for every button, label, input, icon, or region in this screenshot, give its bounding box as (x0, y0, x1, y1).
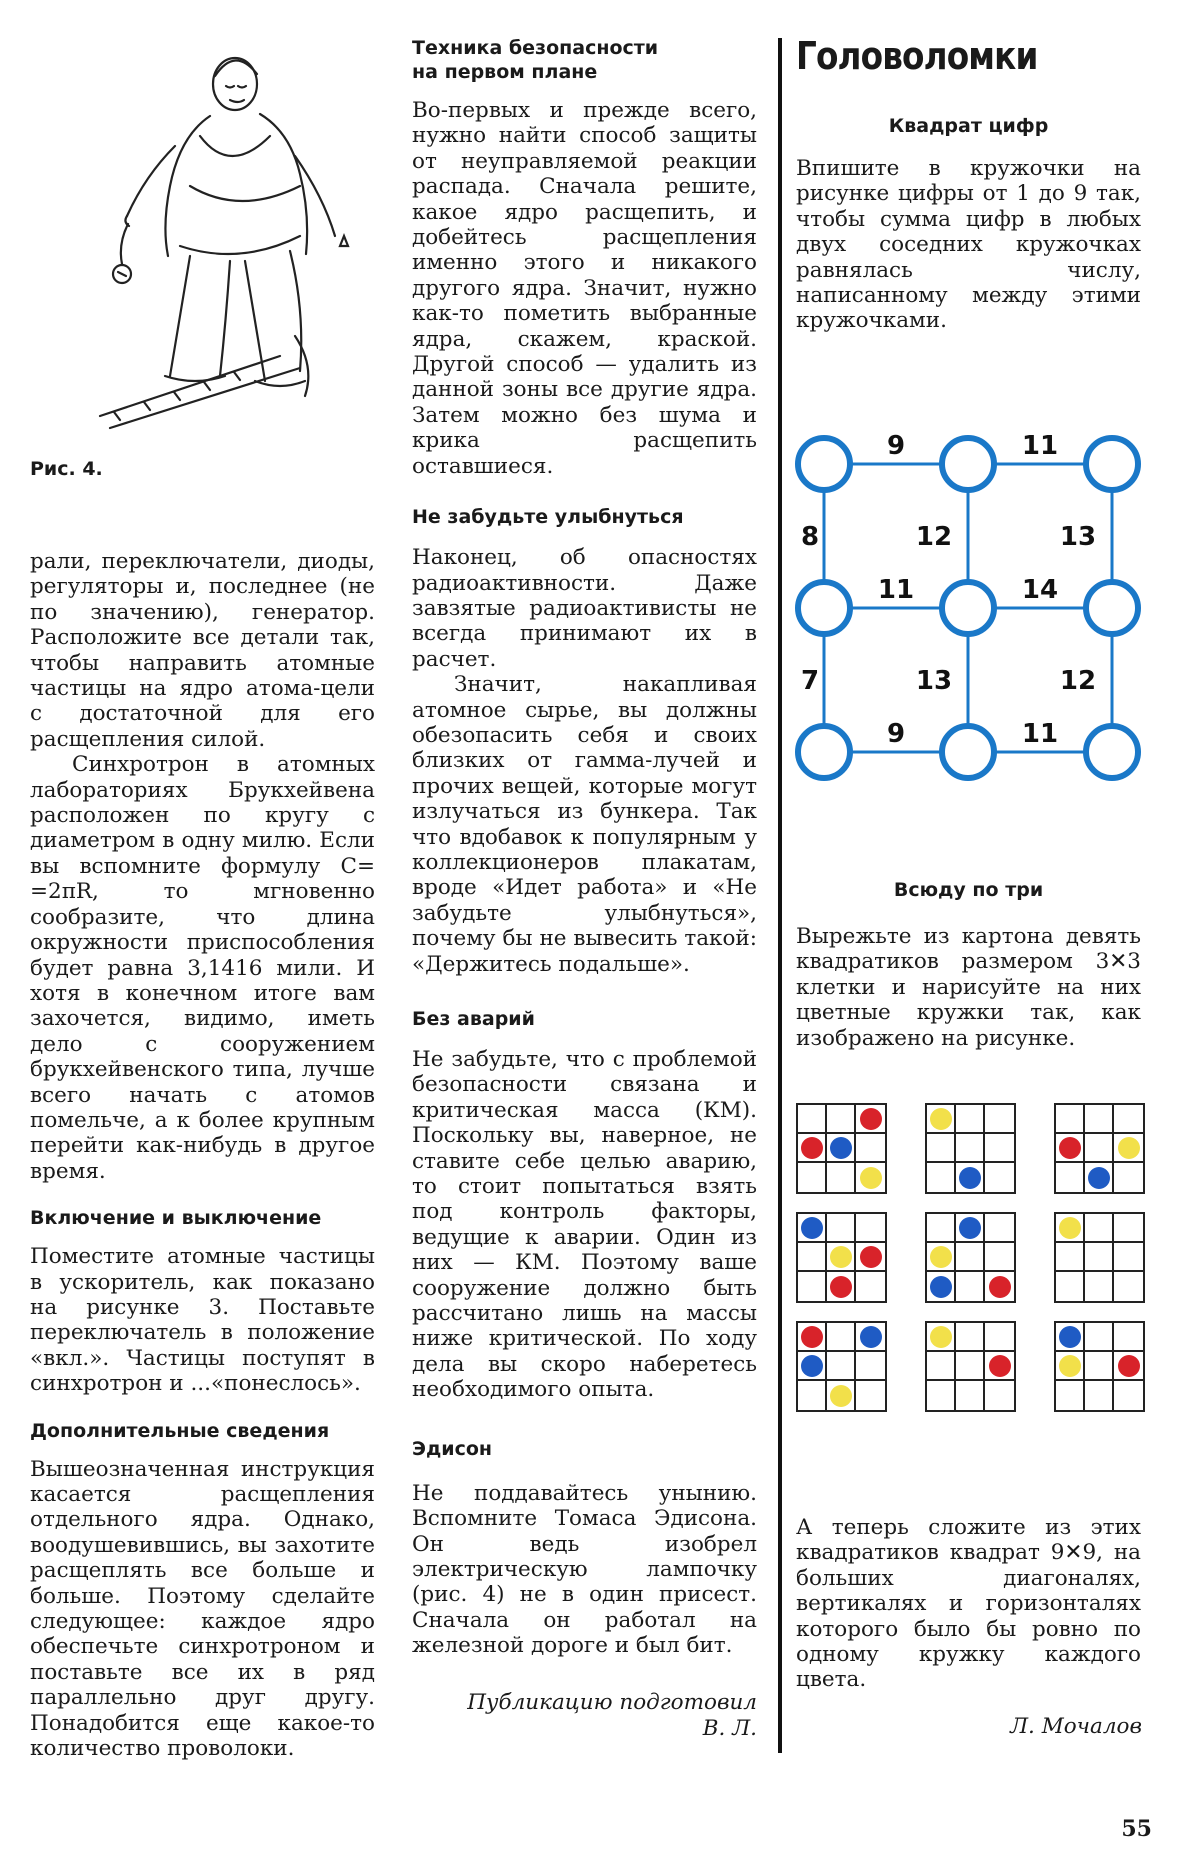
card-dot (830, 1276, 852, 1298)
card-cell (798, 1134, 827, 1163)
card-cell (985, 1214, 1014, 1243)
card-cell (827, 1134, 856, 1163)
card-cell (1085, 1323, 1114, 1352)
puzzle-card (796, 1212, 887, 1303)
section-title: Головоломки (796, 34, 1038, 78)
card-dot (1088, 1167, 1110, 1189)
card-cell (1056, 1272, 1085, 1301)
card-cell (856, 1323, 885, 1352)
card-cell (798, 1272, 827, 1301)
puzzle-card (925, 1321, 1016, 1412)
card-cell (798, 1105, 827, 1134)
card-cell (985, 1105, 1014, 1134)
puzzle-circle (942, 438, 994, 490)
cards-grid (796, 1103, 1141, 1463)
puzzle-col-sum: 12 (915, 522, 953, 552)
puzzle-card (796, 1321, 887, 1412)
card-cell (927, 1214, 956, 1243)
puzzle-card (1054, 1103, 1145, 1194)
heading-three-everywhere: Всюду по три (893, 879, 1044, 901)
heading-digit-square: Квадрат цифр (888, 115, 1049, 137)
card-dot (989, 1276, 1011, 1298)
puzzle-circle (942, 582, 994, 634)
card-cell (927, 1381, 956, 1410)
card-cell (856, 1163, 885, 1192)
puzzle-col-sum: 13 (915, 666, 953, 696)
card-cell (1114, 1243, 1143, 1272)
card-cell (956, 1243, 985, 1272)
card-dot (930, 1276, 952, 1298)
card-cell (827, 1323, 856, 1352)
col3-paragraph-3: А теперь сложите из этих квадратиков квадрат 9✕9, на больших диагоналях, вертикалях и горизонталях которого было бы ровно по одному кружку каждого цвета. (796, 1515, 1141, 1693)
card-cell (1056, 1134, 1085, 1163)
heading-switch: Включение и выключение (30, 1207, 322, 1230)
card-dot (801, 1217, 823, 1239)
figure-illustration (80, 36, 360, 436)
card-cell (827, 1272, 856, 1301)
card-cell (856, 1243, 885, 1272)
card-cell (1056, 1323, 1085, 1352)
card-cell (827, 1352, 856, 1381)
puzzle-circle (1086, 438, 1138, 490)
card-cell (956, 1272, 985, 1301)
card-dot (959, 1167, 981, 1189)
card-cell (956, 1105, 985, 1134)
heading-safety-line2: на первом плане (412, 61, 598, 83)
card-cell (927, 1272, 956, 1301)
card-cell (1085, 1105, 1114, 1134)
card-cell (956, 1381, 985, 1410)
card-dot (1059, 1326, 1081, 1348)
card-dot (860, 1326, 882, 1348)
puzzle-row-sum: 9 (886, 431, 906, 461)
card-cell (1056, 1214, 1085, 1243)
puzzle-circle (798, 438, 850, 490)
heading-smile: Не забудьте улыбнуться (412, 506, 684, 529)
card-cell (798, 1381, 827, 1410)
heading-safety (412, 36, 757, 84)
puzzle-circle (798, 582, 850, 634)
card-dot (830, 1385, 852, 1407)
card-cell (856, 1352, 885, 1381)
col1-paragraph-2: Синхротрон в атомных лабораториях Брукхейвена расположен по кругу с диаметром в одну милю. Если вы вспомните формулу C= =2πR, то мгновенно сообразите, что длина окружности приспособления будет равна 3,1416 мили. И хотя в конечном итоге вам захочется, видимо, иметь дело с сооружением брукхейвенского типа, лучше всего начать с атомов помельче, а к более крупным перейти как-нибудь в другое время. (30, 752, 375, 1184)
card-dot (860, 1167, 882, 1189)
puzzle-col-sum: 12 (1059, 666, 1097, 696)
card-dot (930, 1246, 952, 1268)
column-divider (778, 38, 782, 1753)
puzzle-card (1054, 1212, 1145, 1303)
card-cell (985, 1272, 1014, 1301)
col3-paragraph-2: Вырежьте из картона девять квадратиков размером 3✕3 клетки и нарисуйте на них цветные кружки так, как изображено на рисунке. (796, 924, 1141, 1051)
card-cell (985, 1243, 1014, 1272)
card-dot (1059, 1217, 1081, 1239)
card-cell (927, 1163, 956, 1192)
card-cell (798, 1163, 827, 1192)
card-dot (989, 1355, 1011, 1377)
card-cell (1056, 1105, 1085, 1134)
card-cell (927, 1243, 956, 1272)
heading-no-accidents: Без аварий (412, 1008, 535, 1030)
puzzle-row-sum: 11 (1021, 431, 1059, 461)
puzzle-card (925, 1103, 1016, 1194)
publication-credit: Публикацию подготовил (467, 1690, 757, 1715)
card-dot (801, 1326, 823, 1348)
card-cell (1114, 1352, 1143, 1381)
col2-paragraph-3: Значит, накапливая атомное сырье, вы должны обезопасить себя и своих близких от гамма-лучей и прочих вещей, которые могут излучаться из бункера. Так что вдобавок к популярным у коллекционеров плакатам, вроде «Идет работа» и «Не забудьте улыбнуться», почему бы не вывесить такой: «Держитесь подальше». (412, 672, 757, 977)
card-cell (856, 1214, 885, 1243)
card-cell (856, 1105, 885, 1134)
card-cell (827, 1243, 856, 1272)
card-cell (1085, 1243, 1114, 1272)
card-cell (827, 1381, 856, 1410)
card-cell (1085, 1163, 1114, 1192)
card-cell (985, 1352, 1014, 1381)
card-cell (927, 1352, 956, 1381)
publication-initials: В. Л. (702, 1716, 757, 1741)
heading-extra-info: Дополнительные сведения (30, 1419, 330, 1442)
card-cell (927, 1323, 956, 1352)
card-cell (985, 1381, 1014, 1410)
card-cell (856, 1272, 885, 1301)
card-cell (1056, 1381, 1085, 1410)
card-cell (1114, 1105, 1143, 1134)
column-1 (30, 549, 375, 1761)
card-cell (985, 1163, 1014, 1192)
card-cell (956, 1163, 985, 1192)
puzzle-row-sum: 11 (877, 575, 915, 605)
card-cell (1085, 1381, 1114, 1410)
card-cell (956, 1134, 985, 1163)
page-number: 55 (1121, 1816, 1152, 1842)
card-cell (1114, 1214, 1143, 1243)
col1-paragraph-3: Поместите атомные частицы в ускоритель, как показано на рисунке 3. Поставьте переключатель в положение «вкл.». Частицы поступят в синхротрон и ...«понеслось». (30, 1244, 375, 1397)
figure-caption: Рис. 4. (30, 458, 103, 480)
heading-safety-line1: Техника безопасности (412, 37, 659, 59)
card-cell (1056, 1243, 1085, 1272)
card-cell (1114, 1272, 1143, 1301)
card-cell (1114, 1163, 1143, 1192)
card-cell (798, 1323, 827, 1352)
card-dot (860, 1108, 882, 1130)
puzzle-row-sum: 14 (1021, 575, 1059, 605)
card-cell (927, 1134, 956, 1163)
card-cell (798, 1352, 827, 1381)
card-dot (1118, 1137, 1140, 1159)
col1-paragraph-4: Вышеозначенная инструкция касается расщепления отдельного ядра. Однако, воодушевившись, вы захотите расщеплять все больше и больше. Поэтому сделайте следующее: каждое ядро обеспечьте синхротроном и поставьте все их в ряд параллельно друг другу. Понадобится еще какое-то количество проволоки. (30, 1456, 375, 1762)
digit-square-puzzle (790, 430, 1150, 790)
puzzle-circle (798, 726, 850, 778)
card-cell (1114, 1381, 1143, 1410)
nine-by-nine-instructions (796, 1515, 1141, 1693)
card-dot (1059, 1137, 1081, 1159)
card-cell (798, 1214, 827, 1243)
puzzle-col-sum: 8 (800, 522, 820, 552)
puzzle-author: Л. Мочалов (1010, 1714, 1142, 1739)
three-everywhere-instructions (796, 924, 1141, 1051)
card-cell (1085, 1352, 1114, 1381)
card-cell (956, 1323, 985, 1352)
card-dot (959, 1217, 981, 1239)
col2-paragraph-1: Во-первых и прежде всего, нужно найти способ защиты от неуправляемой реакции распада. Сначала решите, какое ядро расщепить, и добейтесь расщепления именно этого и никакого другого ядра. Значит, нужно как-то пометить выбранные ядра, скажем, краской. Другой способ — удалить из данной зоны все другие ядра. Затем можно без шума и крика расщепить оставшиеся. (412, 98, 757, 479)
card-cell (827, 1105, 856, 1134)
col2-paragraph-5: Не поддавайтесь унынию. Вспомните Томаса Эдисона. Он ведь изобрел электрическую лампочку (рис. 4) не в один присест. Сначала он работал на железной дороге и был бит. (412, 1480, 757, 1659)
card-dot (830, 1137, 852, 1159)
card-dot (830, 1246, 852, 1268)
card-cell (1085, 1272, 1114, 1301)
card-cell (1114, 1134, 1143, 1163)
man-with-lamp-illustration (80, 36, 360, 436)
card-cell (827, 1214, 856, 1243)
puzzle-card (1054, 1321, 1145, 1412)
card-cell (1056, 1352, 1085, 1381)
card-dot (1059, 1355, 1081, 1377)
puzzle-circle (942, 726, 994, 778)
puzzle-row-sum: 11 (1021, 719, 1059, 749)
puzzle-col-sum: 13 (1059, 522, 1097, 552)
card-dot (930, 1326, 952, 1348)
card-cell (856, 1134, 885, 1163)
col2-paragraph-4: Не забудьте, что с проблемой безопасности связана и критическая масса (КМ). Поскольку вы, наверное, не ставите себе целью аварию, то стоит попытаться взять под контроль факторы, ведущие к аварии. Один из них — КМ. Поэтому ваше сооружение должно быть рассчитано лишь на массы ниже критической. По ходу дела вы скоро наберетесь необходимого опыта. (412, 1047, 757, 1403)
column-2 (412, 36, 757, 1659)
card-cell (1056, 1163, 1085, 1192)
puzzle-row-sum: 9 (886, 719, 906, 749)
card-cell (856, 1381, 885, 1410)
card-cell (1085, 1134, 1114, 1163)
card-dot (1118, 1355, 1140, 1377)
col2-paragraph-2: Наконец, об опасностях радиоактивности. Даже завзятые радиоактивисты не всегда принимают их в расчет. (412, 545, 757, 672)
puzzle-circle (1086, 582, 1138, 634)
card-cell (927, 1105, 956, 1134)
digit-square-instructions (796, 156, 1141, 334)
card-cell (956, 1352, 985, 1381)
col3-paragraph-1: Впишите в кружочки на рисунке цифры от 1 до 9 так, чтобы сумма цифр в любых двух соседних кружочках равнялась числу, написанному между этими кружочками. (796, 156, 1141, 334)
puzzle-col-sum: 7 (800, 666, 820, 696)
card-dot (930, 1108, 952, 1130)
col1-paragraph-1: рали, переключатели, диоды, регуляторы и, последнее (не по значению), генератор. Расположите все детали так, чтобы направить атомные частицы на ядро атома-цели с достаточной для его расщепления силой. (30, 549, 375, 752)
puzzle-card (796, 1103, 887, 1194)
card-cell (827, 1163, 856, 1192)
card-cell (1085, 1214, 1114, 1243)
heading-edison: Эдисон (412, 1437, 493, 1460)
card-cell (1114, 1323, 1143, 1352)
card-cell (985, 1134, 1014, 1163)
card-dot (801, 1137, 823, 1159)
card-dot (860, 1246, 882, 1268)
puzzle-circle (1086, 726, 1138, 778)
card-cell (985, 1323, 1014, 1352)
puzzle-card (925, 1212, 1016, 1303)
card-cell (956, 1214, 985, 1243)
card-cell (798, 1243, 827, 1272)
card-dot (801, 1355, 823, 1377)
